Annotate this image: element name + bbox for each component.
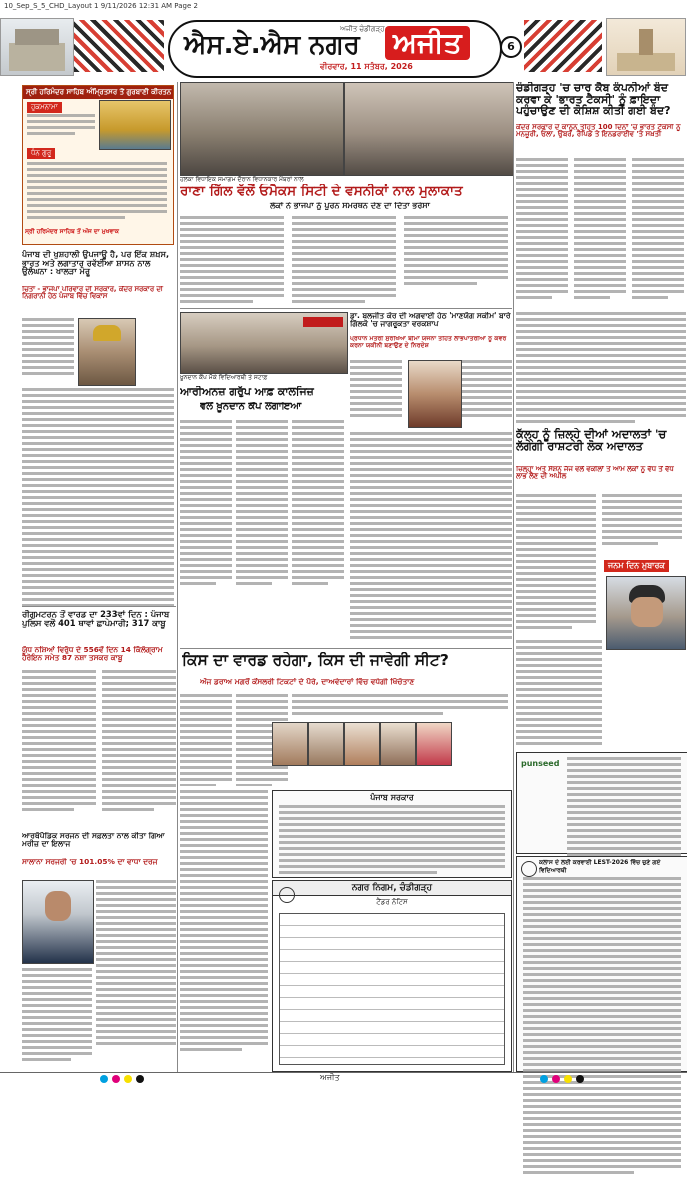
registration-mark-magenta-right [552,1075,560,1083]
doctor-story-body [350,360,512,642]
aryans-story-body [180,420,346,644]
masthead [0,14,687,78]
registration-mark-black [136,1075,144,1083]
aryans-blood-camp-photo [180,312,348,374]
gill-photo-caption: ਹਲਕਾ ਵਿਧਾਇਕ ਸਮਾਗਮ ਦੌਰਾਨ ਵਿਧਾਨਕਾਰ ਮੈਂਬਰਾਂ ਨਾਲ [180,176,304,183]
candidate-photo-2 [308,722,344,766]
ortho-subhead: ਸਾਲਾਨਾ ਸਰਜਰੀ 'ਚ 101.05% ਦਾ ਵਾਧਾ ਦਰਜ [22,858,158,866]
gurbani-ad-footer: ਸ੍ਰੀ ਹਰਿਮੰਦਰ ਸਾਹਿਬ ਤੋਂ ਅੱਜ ਦਾ ਮੁਖਵਾਕ [25,228,120,235]
gill-subhead: ਲੋਕਾਂ ਨੇ ਭਾਜਪਾ ਨੂੰ ਪੂਰਨ ਸਮਰਥਨ ਦੇਣ ਦਾ ਦਿੱਤਾ ਭਰੋਸਾ [270,202,430,210]
doctor-headline: ਡਾ. ਬਲਜੀਤ ਕੌਰ ਦੀ ਅਗਵਾਈ ਹੇਠ 'ਮਾਣਯੋਗ ਸਕੀਮ' ਬਾਰੇ ਗਿੱਲਕੋ 'ਚ ਜਾਗਰੂਕਤਾ ਵਰਕਸ਼ਾਪ [350,312,511,328]
footer-bar [0,1072,687,1086]
rana-gill-meeting-photo [344,82,514,176]
mlb-subhead: ਯੁੱਧ ਨਸ਼ਿਆਂ ਵਿਰੁੱਧ ਦੇ 556ਵੇਂ ਦਿਨ 14 ਕਿੱਲੋਗ੍ਰਾਮ ਹੈਰੋਇਨ ਸਮੇਤ 87 ਨਸ਼ਾ ਤਸਕਰ ਕਾਬੂ [22,646,163,662]
lest-emblem-icon [521,861,537,877]
birthday-child-photo [606,576,686,650]
ortho-story-lower [22,968,92,1068]
ward-subhead: ਅੱਜ ਡਰਾਅ ਮਗਰੋਂ ਕੌਂਸਲਰੀ ਟਿਕਟਾਂ ਦੇ ਪੈਰੇ, ਦਾਅਵੇਦਾਰਾਂ ਵਿੱਚ ਵਧੇਗੀ ਖਿੱਚੋਤਾਣ [200,678,415,686]
registration-mark-black-right [576,1075,584,1083]
section-rule-2 [180,648,512,649]
ad-tag-hukamnama: ਹੁਕਮਨਾਮਾ [27,102,62,113]
candidate-photo-4 [380,722,416,766]
edition-tag: ਅਜੀਤ ਚੰਡੀਗੜ੍ਹ [340,25,385,33]
brand-name: ਅਜੀਤ [385,26,470,60]
punseed-notice [516,752,687,854]
masthead-title-block [168,20,502,78]
right-building-illustration [606,18,686,76]
candidate-photo-3 [344,722,380,766]
lok-adalat-headline: ਕੱਲ੍ਹ ਨੂੰ ਜ਼ਿਲ੍ਹੇ ਦੀਆਂ ਅਦਾਲਤਾਂ 'ਚ ਲੱਗੇਗੀ ਰਾਸ਼ਟਰੀ ਲੋਕ ਅਦਾਲਤ [516,428,667,454]
golden-temple-photo [99,100,171,150]
candidate-photo-5 [416,722,452,766]
mlb-story-body [22,670,176,820]
date-line: ਵੀਰਵਾਰ, 11 ਸਤੰਬਰ, 2026 [320,62,413,71]
registration-mark-cyan [100,1075,108,1083]
section-rule-3 [22,606,176,607]
left-building-illustration [0,18,74,76]
ortho-story-body [96,880,176,1070]
punjab-story-body [22,318,174,610]
registration-mark-magenta [112,1075,120,1083]
lest-notice [516,856,687,1072]
doctor-subhead: ਪ੍ਰਧਾਨ ਮੰਤਰੀ ਸੁਰੱਖਿਆ ਬੀਮਾ ਯੋਜਨਾ ਤਹਿਤ ਲਾਭਪਾਤਰੀਆਂ ਨੂੰ ਕਵਰ ਕਰਨਾ ਯਕੀਨੀ ਬਣਾਉਣ ਦੇ ਨਿਰਦੇਸ਼ [350,336,507,349]
lok-adalat-lower [516,640,602,746]
registration-mark-cyan-right [540,1075,548,1083]
registration-mark-yellow [124,1075,132,1083]
cab-story-continuation [516,312,686,424]
punseed-logo: punseed [521,759,560,768]
gurbani-ad-title: ਸ੍ਰੀ ਹਰਿਮੰਦਰ ਸਾਹਿਬ ਅੰਮ੍ਰਿਤਸਰ ਤੋਂ ਗੁਰਬਾਣੀ ਕੀਰਤਨ [23,86,173,99]
column-rule-2 [513,82,514,1072]
ortho-headline: ਆਰਥੋਪੈਡਿਕ ਸਰਜਨ ਦੀ ਸਫ਼ਲਤਾ ਨਾਲ ਕੀਤਾ ਗਿਆ ਮਰੀਜ਼ ਦਾ ਇਲਾਜ [22,832,165,848]
registration-mark-yellow-right [564,1075,572,1083]
section-rule-1 [180,308,512,309]
column-rule-1 [177,82,178,1072]
lest-notice-title: ਕਲਾਸ ਦੇ ਲਈ ਕਰਵਾਈ LEST-2026 ਵਿੱਚ ਚੁਣੇ ਗਏ ਵਿਦਿਆਰਥੀ [539,859,661,874]
ornament-band-left [74,20,164,72]
section-name: ਐਸ.ਏ.ਐਸ ਨਗਰ [184,30,360,60]
aryans-caption: ਖ਼ੂਨਦਾਨ ਕੈਂਪ ਮੌਕੇ ਵਿਦਿਆਰਥੀ ਤੇ ਸਟਾਫ਼ [180,374,268,381]
surgeon-portrait-photo [22,880,94,964]
lok-adalat-subhead: ਜ਼ਿਲ੍ਹਾ ਅਤੇ ਸੈਸ਼ਨ ਜੱਜ ਵਲੋਂ ਵਕੀਲਾਂ ਤੇ ਆਮ ਲੋਕਾਂ ਨੂੰ ਵੱਧ ਤੋਂ ਵੱਧ ਲਾਭ ਲੈਣ ਦੀ ਅਪੀਲ [516,466,674,481]
footer-brand: ਅਜੀਤ [320,1073,340,1082]
rana-gill-group-photo [180,82,344,176]
ward-story-lower [180,790,268,1070]
tender-emblem-icon [279,887,295,903]
tender-subtitle: ਟੈਂਡਰ ਨੋਟਿਸ [376,898,408,906]
cab-story-body [516,158,686,308]
page-number: 6 [500,36,522,58]
print-meta: 10_Sep_S_5_CHD_Layout 1 9/11/2026 12:31 AM Page 2 [4,2,198,10]
cab-headline-visible: ਚੰਡੀਗੜ੍ਹ 'ਚ ਚਾਰ ਕੈਬ ਕੰਪਨੀਆਂ ਬੰਦ ਕਰਵਾ ਕੇ 'ਭਾਰਤ ਟੈਕਸੀ' ਨੂੰ ਫ਼ਾਇਦਾ ਪਹੁੰਚਾਉਣ ਦੀ ਕੋਸ਼ਿਸ਼ ਕੀਤੀ ਗਈ ਬੰਦ? [516,82,671,118]
aryans-subhead: ਵਲੋਂ ਖ਼ੂਨਦਾਨ ਕੈਂਪ ਲਗਾਇਆ [200,402,302,412]
tender-notice [272,880,512,1072]
gurbani-ad [22,85,174,245]
ad-tag-dhan-guru: ਧੰਨ ਗੁਰੂ [27,148,55,159]
cab-subhead: ਕੇਂਦਰ ਸਰਕਾਰ ਦੇ ਕਾਨੂੰਨ ਤਹਿਤ 100 ਦਿਨਾਂ 'ਚ ਭਾਰਤ ਟੈਕਸੀ ਨੂੰ ਮਨਜ਼ੂਰੀ, ਓਲਾ, ਉਬਰ, ਰੈਪਿਡੋ ਤੇ ਇਨਡਰਾਈਵ 'ਤੇ ਸਖ਼ਤੀ [516,124,681,139]
tender-title: ਨਗਰ ਨਿਗਮ, ਚੰਡੀਗੜ੍ਹ [273,881,511,896]
punjab-headline: ਪੰਜਾਬ ਦੀ ਖੁਸ਼ਹਾਲੀ ਉਪਜਾਊ ਹੈ, ਪਰ ਇੱਕ ਸ਼ਖ਼ਸ, ਭਾਰਤ ਅਤੇ ਲਗਾਤਾਰ ਰਵੱਈਆ ਸ਼ਾਸਨ ਨਾਲ ਉਲੰਘਨਾ : ਖਾਲੜਾ ਮੋਰੂ [22,250,170,277]
candidate-photo-1 [272,722,308,766]
aryans-headline: ਆਰੀਅਨਜ਼ ਗਰੁੱਪ ਆਫ਼ ਕਾਲਜਿਜ਼ [180,386,314,398]
ward-headline: ਕਿਸ ਦਾ ਵਾਰਡ ਰਹੇਗਾ, ਕਿਸ ਦੀ ਜਾਵੇਗੀ ਸੀਟ? [182,652,449,669]
mlb-headline: ਰੀਗੁਮਟਰਨ ਤੋਂ ਵਾਰਡ ਦਾ 233ਵਾਂ ਦਿਨ : ਪੰਜਾਬ ਪੁਲਿਸ ਵਲੋਂ 401 ਥਾਵਾਂ ਛਾਪੇਮਾਰੀ; 317 ਕਾਬੂ [22,610,170,628]
punjab-govt-notice [272,790,512,878]
ornament-band-right [524,20,602,72]
punjab-subhead: ਚਿਤਾ - ਭਾਜਪਾ ਪਰਿਵਾਰ ਦੀ ਸਰਕਾਰ, ਕੇਂਦਰ ਸਰਕਾਰ ਦੀ ਨਿਗਰਾਨੀ ਹੇਠ ਪੰਜਾਬ ਵਿੱਚ ਵਿਕਾਸ [22,286,163,301]
gill-story-body [180,216,512,308]
punjab-govt-notice-title: ਪੰਜਾਬ ਸਰਕਾਰ [370,793,414,802]
gill-headline: ਰਾਣਾ ਗਿੱਲ ਵੱਲੋਂ ਓਮੈਕਸ ਸਿਟੀ ਦੇ ਵਸਨੀਕਾਂ ਨਾਲ ਮੁਲਾਕਾਤ [180,184,463,199]
birthday-label: ਜਨਮ ਦਿਨ ਮੁਬਾਰਕ [604,560,669,572]
